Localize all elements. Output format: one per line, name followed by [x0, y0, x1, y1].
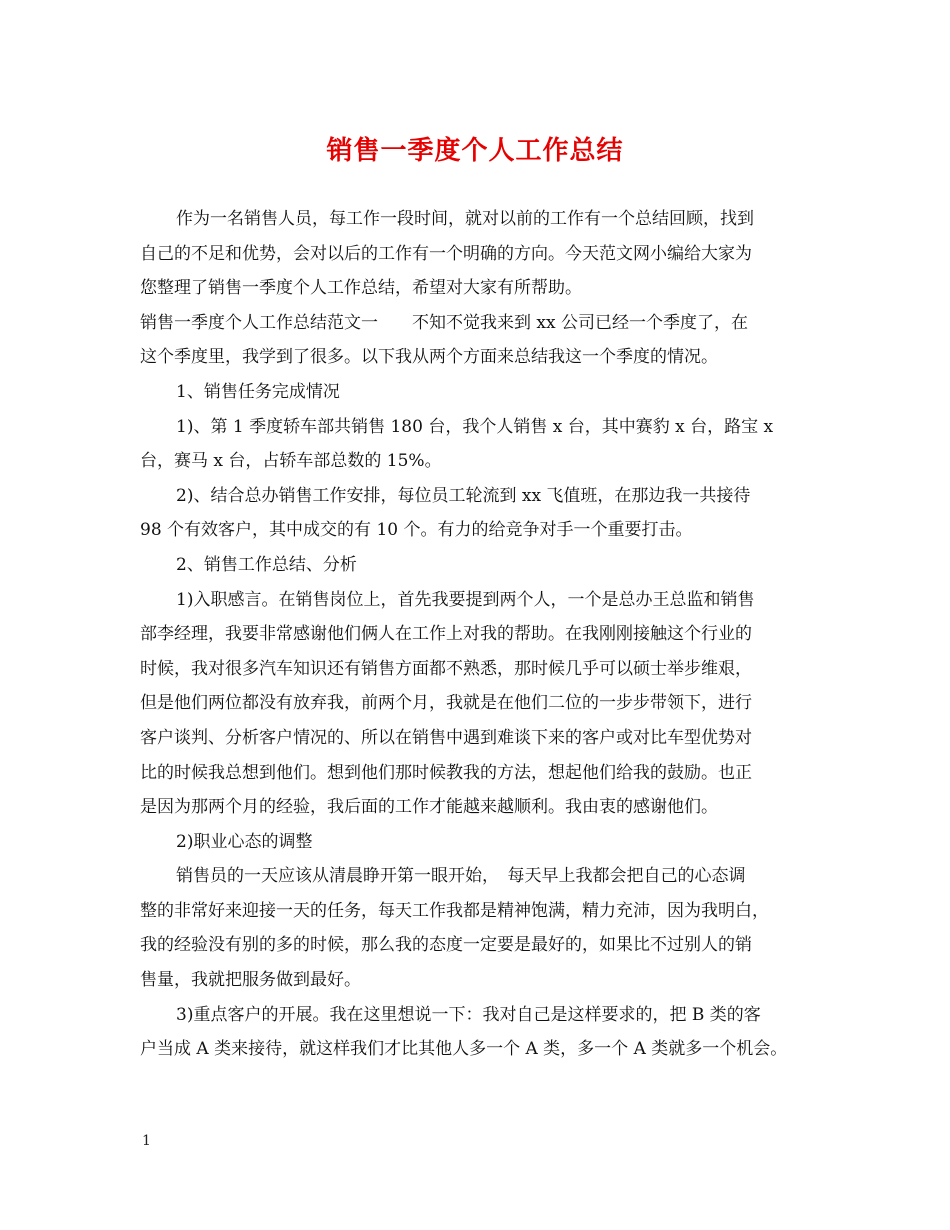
- document-body: [140, 202, 816, 1067]
- text-line: 售量，我就把服务做到最好。: [140, 970, 361, 991]
- text-line: 1、销售任务完成情况: [176, 381, 340, 402]
- text-line: 台，赛马 x 台，占轿车部总数的 15%。: [140, 451, 442, 472]
- text-line: 这个季度里，我学到了很多。以下我从两个方面来总结我这一个季度的情况。: [140, 347, 718, 368]
- text-line: 我的经验没有别的多的时候，那么我的态度一定要是最好的，如果比不过别人的销: [140, 935, 752, 956]
- text-line: 1)、第 1 季度轿车部共销售 180 台，我个人销售 x 台，其中赛豹 x 台，路宝 x: [176, 416, 774, 437]
- text-line: 您整理了销售一季度个人工作总结，希望对大家有所帮助。: [140, 278, 582, 299]
- text-line: 作为一名销售人员，每工作一段时间，就对以前的工作有一个总结回顾，找到: [176, 209, 754, 229]
- text-line: 2、销售工作总结、分析: [176, 554, 357, 575]
- text-line: 整的非常好来迎接一天的任务，每天工作我都是精神饱满，精力充沛，因为我明白，: [140, 900, 769, 921]
- text-line: 3)重点客户的开展。我在这里想说一下：我对自己是这样要求的，把 B 类的客: [176, 1004, 761, 1025]
- text-line: 自己的不足和优势，会对以后的工作有一个明确的方向。今天范文网小编给大家为: [140, 243, 752, 264]
- text-line: 比的时候我总想到他们。想到他们那时候教我的方法，想起他们给我的鼓励。也正: [140, 762, 752, 783]
- text-line: 98 个有效客户，其中成交的有 10 个。有力的给竞争对手一个重要打击。: [140, 520, 693, 541]
- text-line: 客户谈判、分析客户情况的、所以在销售中遇到难谈下来的客户或对比车型优势对: [140, 727, 752, 748]
- text-line: 是因为那两个月的经验，我后面的工作才能越来越顺利。我由衷的感谢他们。: [140, 797, 718, 818]
- document-title: 销售一季度个人工作总结: [326, 136, 624, 166]
- text-line: 时候，我对很多汽车知识还有销售方面都不熟悉，那时候几乎可以硕士举步维艰，: [140, 658, 752, 679]
- text-line: 销售员的一天应该从清晨睁开第一眼开始， 每天早上我都会把自己的心态调: [176, 866, 746, 887]
- text-line: 2)、结合总办销售工作安排，每位员工轮流到 xx 飞值班，在那边我一共接待: [176, 485, 751, 506]
- text-line: 户当成 A 类来接待，就这样我们才比其他人多一个 A 类，多一个 A 类就多一个机会。: [140, 1039, 788, 1060]
- text-line: 1)入职感言。在销售岗位上，首先我要提到两个人，一个是总办王总监和销售: [176, 589, 755, 610]
- text-line: 部李经理，我要非常感谢他们俩人在工作上对我的帮助。在我刚刚接触这个行业的: [140, 624, 752, 645]
- text-line: 但是他们两位都没有放弃我，前两个月，我就是在他们二位的一步步带领下，进行: [140, 693, 752, 714]
- page-number: 1: [142, 1133, 151, 1149]
- text-line: 销售一季度个人工作总结范文一 不知不觉我来到 xx 公司已经一个季度了，在: [140, 312, 748, 333]
- text-line: 2)职业心态的调整: [176, 831, 313, 852]
